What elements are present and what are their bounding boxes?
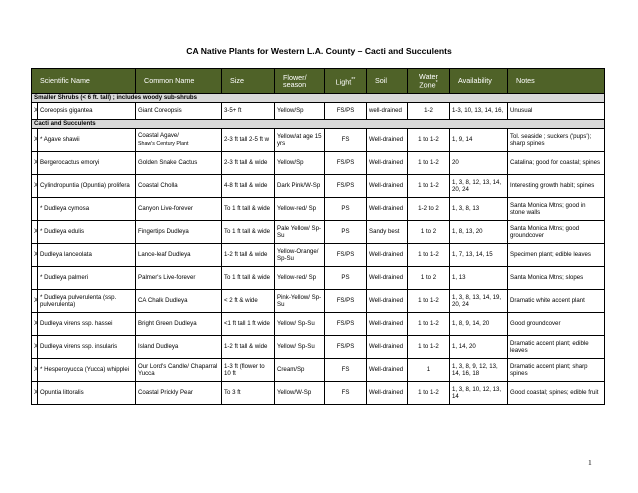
size-cell: To 1 ft tall & wide — [222, 221, 275, 244]
water-cell: 1 to 1-2 — [408, 175, 450, 198]
table-row — [32, 313, 605, 336]
selected-mark: X — [32, 244, 38, 267]
section-label: Smaller Shrubs (< 6 ft. tall) ; includes woody sub-shrubs — [32, 94, 605, 103]
size-cell: 2-3 ft tall & wide — [222, 152, 275, 175]
water-cell: 1 to 1-2 — [408, 382, 450, 405]
size-cell: 2-3 ft tall 2-5 ft w — [222, 129, 275, 152]
availability-cell: 1, 3, 8, 13 — [450, 198, 508, 221]
header-soil: Soil — [367, 69, 408, 94]
selected-mark: X — [32, 336, 38, 359]
selected-mark: X — [32, 129, 38, 152]
scientific-name-cell: Bergerocactus emoryi — [38, 152, 136, 175]
header-scientific-name: Scientific Name — [32, 69, 136, 94]
section-row — [32, 120, 605, 129]
scientific-name-cell: * Dudleya cymosa — [38, 198, 136, 221]
common-name-cell: Our Lord's Candle/ Chaparral Yucca — [136, 359, 222, 382]
selected-mark: X — [32, 382, 38, 405]
notes-cell: Dramatic accent plant; sharp spines — [508, 359, 605, 382]
light-cell: FS/PS — [325, 152, 367, 175]
soil-cell: Well-drained — [367, 336, 408, 359]
availability-cell: 1, 9, 14 — [450, 129, 508, 152]
selected-mark: X — [32, 103, 38, 120]
water-cell: 1 to 1-2 — [408, 336, 450, 359]
common-name-cell: CA Chalk Dudleya — [136, 290, 222, 313]
light-cell: FS/PS — [325, 175, 367, 198]
header-water-label: Water Zone — [419, 72, 438, 90]
scientific-name-cell: Dudleya virens ssp. hassei — [38, 313, 136, 336]
header-water-zone — [408, 69, 450, 94]
scientific-name-cell: * Hesperoyucca (Yucca) whipplei — [38, 359, 136, 382]
availability-cell: 1, 8, 13, 20 — [450, 221, 508, 244]
size-cell: To 1 ft tall & wide — [222, 267, 275, 290]
table-row — [32, 244, 605, 267]
water-cell: 1 to 1-2 — [408, 313, 450, 336]
size-cell: To 1 ft tall & wide — [222, 198, 275, 221]
light-cell: PS — [325, 267, 367, 290]
table-row — [32, 175, 605, 198]
common-name-cell: Island Dudleya — [136, 336, 222, 359]
light-cell: FS — [325, 359, 367, 382]
table-row — [32, 359, 605, 382]
header-light — [325, 69, 367, 94]
soil-cell: Well-drained — [367, 129, 408, 152]
header-light-label: Light — [335, 77, 352, 87]
notes-cell: Santa Monica Mtns; good in stone walls — [508, 198, 605, 221]
common-name-cell: Lance-leaf Dudleya — [136, 244, 222, 267]
size-cell: < 2 ft & wide — [222, 290, 275, 313]
scientific-name-cell: * Agave shawii — [38, 129, 136, 152]
scientific-name-cell: Coreopsis gigantea — [38, 103, 136, 120]
common-name-cell: Coastal Cholla — [136, 175, 222, 198]
scientific-name-cell: * Dudleya pulverulenta (ssp. pulverulenta) — [38, 290, 136, 313]
common-name-cell: Golden Snake Cactus — [136, 152, 222, 175]
soil-cell: Well-drained — [367, 152, 408, 175]
flower-cell: Yellow-Orange/ Sp-Su — [275, 244, 325, 267]
light-cell: FS/PS — [325, 290, 367, 313]
notes-cell: Catalina; good for coastal; spines — [508, 152, 605, 175]
header-size: Size — [222, 69, 275, 94]
scientific-name-cell: * Dudleya palmeri — [38, 267, 136, 290]
selected-mark: X — [32, 290, 38, 313]
flower-cell: Pale Yellow/ Sp-Su — [275, 221, 325, 244]
light-cell: PS — [325, 198, 367, 221]
common-name-alt: Shaw's Century Plant — [138, 140, 189, 147]
soil-cell: Well-drained — [367, 198, 408, 221]
table-row — [32, 103, 605, 120]
water-cell: 1 to 1-2 — [408, 152, 450, 175]
notes-cell: Specimen plant; edible leaves — [508, 244, 605, 267]
common-name-cell: Canyon Live-forever — [136, 198, 222, 221]
common-name-cell — [136, 129, 222, 152]
availability-cell: 1, 7, 13, 14, 15 — [450, 244, 508, 267]
soil-cell: Well-drained — [367, 267, 408, 290]
water-cell: 1-2 — [408, 103, 450, 120]
header-light-footnote: ** — [351, 76, 356, 83]
water-cell: 1-2 to 2 — [408, 198, 450, 221]
availability-cell: 1, 3, 8, 12, 13, 14, 20, 24 — [450, 175, 508, 198]
table-row — [32, 290, 605, 313]
flower-cell: Yellow/ Sp-Su — [275, 313, 325, 336]
light-cell: FS — [325, 129, 367, 152]
availability-cell: 1, 3, 8, 10, 12, 13, 14 — [450, 382, 508, 405]
size-cell: 1-3 ft (flower to 10 ft — [222, 359, 275, 382]
size-cell: 1-2 ft tall & wide — [222, 244, 275, 267]
scientific-name-cell: Opuntia littoralis — [38, 382, 136, 405]
flower-cell: Yellow/W-Sp — [275, 382, 325, 405]
light-cell: FS/PS — [325, 103, 367, 120]
common-name-cell: Palmer's Live-forever — [136, 267, 222, 290]
table-row — [32, 382, 605, 405]
light-cell: FS — [325, 382, 367, 405]
availability-cell: 1-3, 10, 13, 14, 16, — [450, 103, 508, 120]
plants-table — [31, 68, 605, 405]
notes-cell: Good coastal; spines; edible fruit — [508, 382, 605, 405]
soil-cell: Sandy best — [367, 221, 408, 244]
soil-cell: well-drained — [367, 103, 408, 120]
selected-mark: X — [32, 152, 38, 175]
document-title: CA Native Plants for Western L.A. County – Cacti and Succulents — [186, 46, 452, 56]
table-header-row — [32, 69, 605, 94]
section-row — [32, 94, 605, 103]
section-label: Cacti and Succulents — [32, 120, 605, 129]
flower-cell: Yellow/at age 15 yrs — [275, 129, 325, 152]
availability-cell: 1, 3, 8, 13, 14, 19, 20, 24 — [450, 290, 508, 313]
availability-cell: 1, 14, 20 — [450, 336, 508, 359]
scientific-name-cell: Dudleya lanceolata — [38, 244, 136, 267]
notes-cell: Good groundcover — [508, 313, 605, 336]
availability-cell: 1, 3, 8, 9, 12, 13, 14, 16, 18 — [450, 359, 508, 382]
flower-cell: Yellow/ Sp-Su — [275, 336, 325, 359]
table-row — [32, 152, 605, 175]
selected-mark: X — [32, 175, 38, 198]
common-name-cell: Bright Green Dudleya — [136, 313, 222, 336]
header-common-name: Common Name — [136, 69, 222, 94]
water-cell: 1 to 2 — [408, 267, 450, 290]
notes-cell: Santa Monica Mtns; good groundcover — [508, 221, 605, 244]
size-cell: To 3 ft — [222, 382, 275, 405]
light-cell: FS/PS — [325, 244, 367, 267]
notes-cell: Interesting growth habit; spines — [508, 175, 605, 198]
soil-cell: Well-drained — [367, 313, 408, 336]
table-row — [32, 129, 605, 152]
soil-cell: Well-drained — [367, 382, 408, 405]
water-cell: 1 to 1-2 — [408, 129, 450, 152]
water-cell: 1 to 1-2 — [408, 290, 450, 313]
header-notes: Notes — [508, 69, 605, 94]
common-name-cell: Giant Coreopsis — [136, 103, 222, 120]
scientific-name-cell: Cylindropuntia (Opuntia) prolifera — [38, 175, 136, 198]
notes-cell: Unusual — [508, 103, 605, 120]
availability-cell: 1, 8, 9, 14, 20 — [450, 313, 508, 336]
flower-cell: Yellow-red/ Sp — [275, 267, 325, 290]
soil-cell: Well-drained — [367, 290, 408, 313]
common-name-cell: Coastal Prickly Pear — [136, 382, 222, 405]
availability-cell: 20 — [450, 152, 508, 175]
notes-cell: Tol. seaside ; suckers ('pups'); sharp spines — [508, 129, 605, 152]
size-cell: 4-8 ft tall & wide — [222, 175, 275, 198]
light-cell: PS — [325, 221, 367, 244]
table-row — [32, 336, 605, 359]
availability-cell: 1, 13 — [450, 267, 508, 290]
size-cell: <1 ft tall 1 ft wide — [222, 313, 275, 336]
table-row — [32, 198, 605, 221]
water-cell: 1 — [408, 359, 450, 382]
common-name-cell: Fingertips Dudleya — [136, 221, 222, 244]
scientific-name-cell: * Dudleya edulis — [38, 221, 136, 244]
header-flower-season: Flower/ season — [275, 69, 325, 94]
soil-cell: Well-drained — [367, 175, 408, 198]
selected-mark: X — [32, 313, 38, 336]
light-cell: FS/PS — [325, 336, 367, 359]
table-row — [32, 267, 605, 290]
flower-cell: Dark Pink/W-Sp — [275, 175, 325, 198]
flower-cell: Cream/Sp — [275, 359, 325, 382]
flower-cell: Yellow-red/ Sp — [275, 198, 325, 221]
notes-cell: Dramatic white accent plant — [508, 290, 605, 313]
common-name-line: Coastal Agave/ — [138, 132, 179, 140]
water-cell: 1 to 1-2 — [408, 244, 450, 267]
header-water-footnote: * — [435, 80, 438, 87]
soil-cell: Well-drained — [367, 359, 408, 382]
table-row — [32, 221, 605, 244]
water-cell: 1 to 2 — [408, 221, 450, 244]
flower-cell: Pink-Yellow/ Sp-Su — [275, 290, 325, 313]
header-availability: Availability — [450, 69, 508, 94]
flower-cell: Yellow/Sp — [275, 152, 325, 175]
scientific-name-cell: Dudleya virens ssp. insularis — [38, 336, 136, 359]
notes-cell: Dramatic accent plant; edible leaves — [508, 336, 605, 359]
page-number: 1 — [588, 458, 592, 467]
size-cell: 1-2 ft tall & wide — [222, 336, 275, 359]
flower-cell: Yellow/Sp — [275, 103, 325, 120]
light-cell: FS/PS — [325, 313, 367, 336]
notes-cell: Santa Monica Mtns; slopes — [508, 267, 605, 290]
size-cell: 3-5+ ft — [222, 103, 275, 120]
soil-cell: Well-drained — [367, 244, 408, 267]
selected-mark: X — [32, 221, 38, 244]
selected-mark: X — [32, 359, 38, 382]
